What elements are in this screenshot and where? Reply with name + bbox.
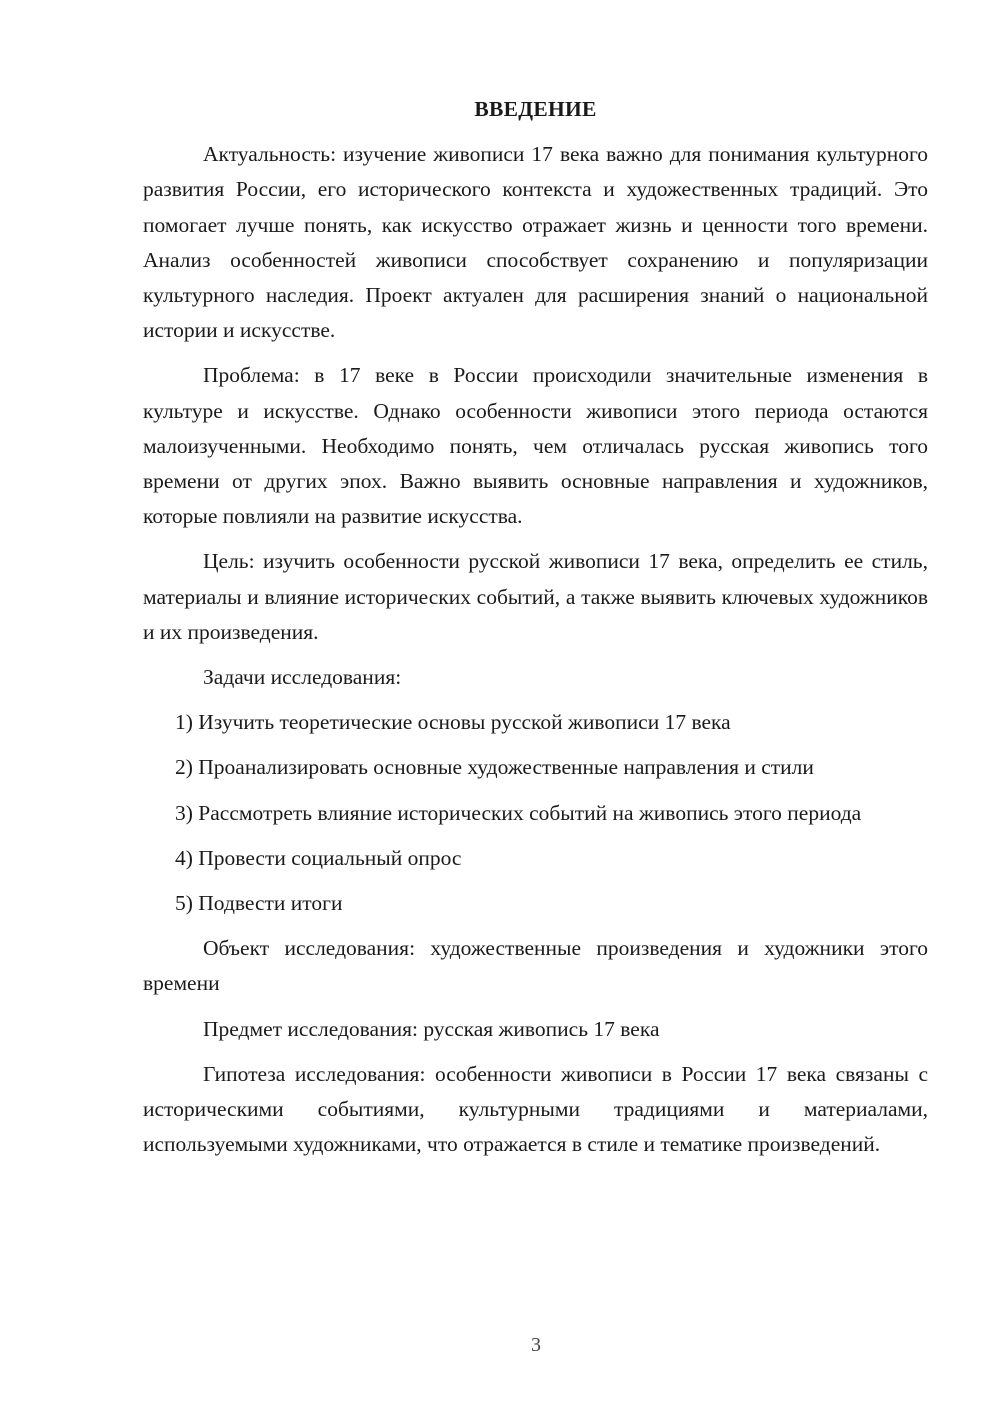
tasks-title: Задачи исследования: <box>203 665 402 690</box>
hypothesis-paragraph: Гипотеза исследования: особенности живописи в России 17 века связаны с историческими событиями, культурными традициями и материалами, используемыми художниками, что отражается в стиле и тематике произведений. <box>143 1061 928 1157</box>
page-number: 3 <box>531 1334 541 1356</box>
task-item-5: 5) Подвести итоги <box>175 891 343 916</box>
task-item-3: 3) Рассмотреть влияние исторических событий на живопись этого периода <box>175 800 862 825</box>
goal-paragraph: Цель: изучить особенности русской живописи 17 века, определить ее стиль, материалы и влияние исторических событий, а также выявить ключевых художников и их произведения. <box>143 549 928 644</box>
task-item-1: 1) Изучить теоретические основы русской живописи 17 века <box>175 710 731 735</box>
subject-paragraph: Предмет исследования: русская живопись 17 века <box>203 1016 660 1041</box>
page-title: ВВЕДЕНИЕ <box>474 97 597 121</box>
task-item-4: 4) Провести социальный опрос <box>175 845 462 870</box>
problem-paragraph: Проблема: в 17 веке в России происходили значительные изменения в культуре и искусстве. Однако особенности живописи этого периода остаются малоизученными. Необходимо понять, чем отличалась русская живопись того времени от других эпох. Важно выявить основные направления и художников, которые повлияли на развитие искусства. <box>143 363 928 529</box>
task-item-2: 2) Проанализировать основные художественные направления и стили <box>175 755 814 780</box>
document-page <box>143 92 928 1172</box>
object-paragraph: Объект исследования: художественные произведения и художники этого времени <box>143 936 928 996</box>
relevance-paragraph: Актуальность: изучение живописи 17 века важно для понимания культурного развития России, его исторического контекста и художественных традиций. Это помогает лучше понять, как искусство отражает жизнь и ценности того времени. Анализ особенностей живописи способствует сохранению и популяризации культурного наследия. Проект актуален для расширения знаний о национальной истории и искусстве. <box>143 142 928 343</box>
